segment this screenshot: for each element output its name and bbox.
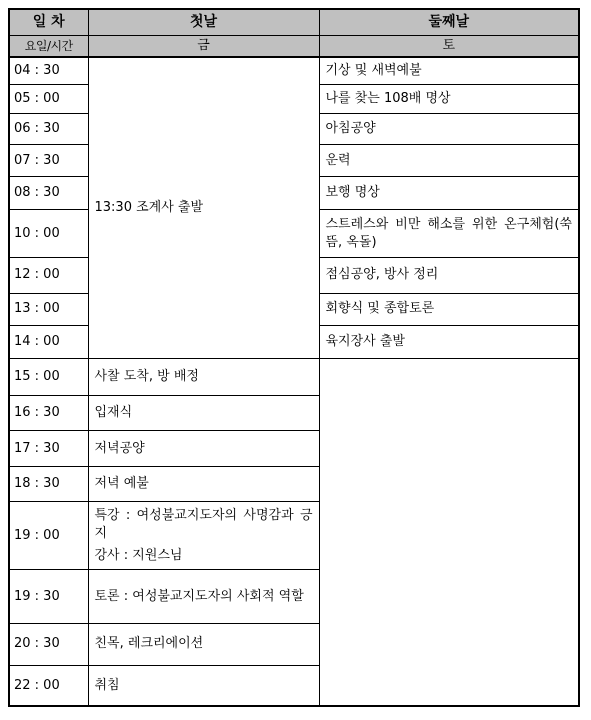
day1-lecture: 특강 : 여성불교지도자의 사명감과 긍지 <box>94 507 313 541</box>
day2-closing: 회향식 및 종합토론 <box>319 293 579 325</box>
day2-weekday: 토 <box>319 35 579 57</box>
time-cell: 19 : 30 <box>9 570 88 623</box>
day2-depart: 육지장사 출발 <box>319 325 579 358</box>
day2-lunch: 점심공양, 방사 정리 <box>319 258 579 293</box>
day2-empty-cell <box>319 358 579 706</box>
day1-weekday: 금 <box>88 35 319 57</box>
day1-lecturer: 강사 : 지원스님 <box>94 547 183 563</box>
day1-arrival: 사찰 도착, 방 배정 <box>88 358 319 395</box>
day2-walking: 보행 명상 <box>319 176 579 209</box>
day1-lecture-cell <box>88 501 319 569</box>
time-cell: 12 : 00 <box>9 258 88 293</box>
day-label: 일 차 <box>9 9 88 35</box>
time-cell: 05 : 00 <box>9 85 88 114</box>
header-row <box>9 9 579 35</box>
day1-sleep: 취침 <box>88 666 319 706</box>
time-cell: 14 : 00 <box>9 325 88 358</box>
day1-header: 첫날 <box>88 9 319 35</box>
time-cell: 04 : 30 <box>9 57 88 84</box>
time-cell: 22 : 00 <box>9 666 88 706</box>
day2-header: 둘째날 <box>319 9 579 35</box>
time-cell: 17 : 30 <box>9 431 88 466</box>
day1-departure: 13:30 조계사 출발 <box>88 57 319 358</box>
day1-evening-service: 저녁 예불 <box>88 466 319 501</box>
day1-dinner: 저녁공양 <box>88 431 319 466</box>
day1-entry: 입재식 <box>88 396 319 431</box>
time-cell: 07 : 30 <box>9 145 88 176</box>
time-cell: 08 : 30 <box>9 176 88 209</box>
table-row <box>9 358 579 395</box>
time-cell: 10 : 00 <box>9 209 88 257</box>
table-row <box>9 57 579 84</box>
day1-discussion: 토론 : 여성불교지도자의 사회적 역할 <box>88 570 319 623</box>
time-cell: 18 : 30 <box>9 466 88 501</box>
day2-wake: 기상 및 새벽예불 <box>319 57 579 84</box>
subheader-row <box>9 35 579 57</box>
weekday-time-label: 요일/시간 <box>9 35 88 57</box>
time-cell: 06 : 30 <box>9 114 88 145</box>
time-cell: 19 : 00 <box>9 501 88 569</box>
day1-social: 친목, 레크리에이션 <box>88 623 319 665</box>
time-cell: 20 : 30 <box>9 623 88 665</box>
time-cell: 13 : 00 <box>9 293 88 325</box>
schedule-table <box>8 8 580 707</box>
time-cell: 15 : 00 <box>9 358 88 395</box>
day2-meditation: 나를 찾는 108배 명상 <box>319 85 579 114</box>
day2-stress-relief: 스트레스와 비만 해소를 위한 온구체험(쑥뜸, 옥돌) <box>319 209 579 257</box>
day2-labor: 운력 <box>319 145 579 176</box>
day2-breakfast: 아침공양 <box>319 114 579 145</box>
time-cell: 16 : 30 <box>9 396 88 431</box>
